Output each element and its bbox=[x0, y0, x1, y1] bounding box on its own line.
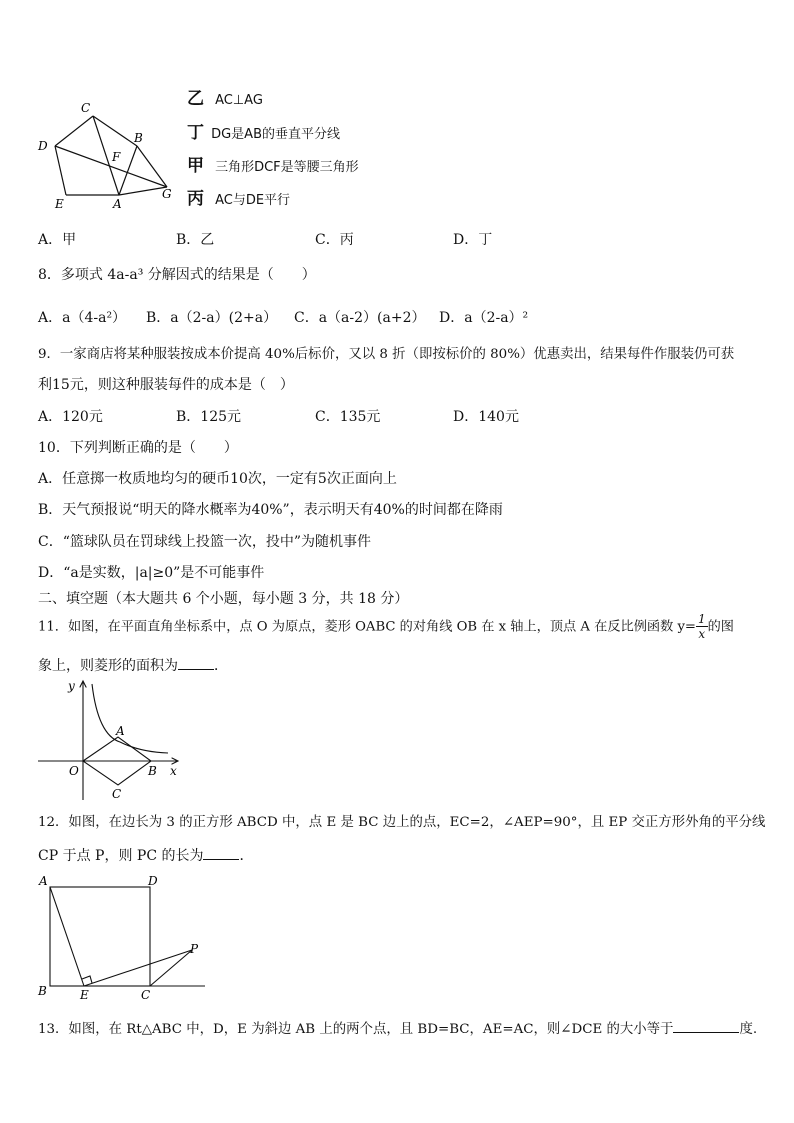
q9-stem-line2: 利15元，则这种服装每件的成本是（ ） bbox=[38, 377, 294, 393]
statement-mark: 丙 bbox=[187, 189, 204, 209]
fig7-label-a: A bbox=[113, 197, 122, 211]
fig7-label-g: G bbox=[162, 187, 172, 201]
q10-option-d: D．“a是实数，|a|≥0”是不可能事件 bbox=[38, 565, 265, 581]
statement-mark: 甲 bbox=[187, 156, 204, 176]
q8-stem: 8．多项式 4a-a³ 分解因式的结果是（ ） bbox=[38, 267, 316, 283]
q7-option-b: B．乙 bbox=[176, 232, 215, 248]
q8-option-b: B．a（2-a）(2+a） bbox=[146, 310, 278, 326]
fig11-label-a: A bbox=[116, 724, 125, 738]
q13-stem bbox=[38, 1018, 757, 1037]
fig11-label-x: x bbox=[170, 764, 177, 778]
fig7-statement bbox=[187, 151, 359, 176]
fig7-label-d: D bbox=[38, 139, 48, 153]
answer-blank[interactable] bbox=[203, 858, 239, 860]
fig7-label-c: C bbox=[81, 101, 91, 115]
fig12-label-b: B bbox=[38, 984, 47, 998]
q9-option-b: B．125元 bbox=[176, 409, 242, 425]
fig11-label-y: y bbox=[68, 679, 75, 693]
q13-text: 13．如图，在 Rt△ABC 中，D，E 为斜边 AB 上的两个点，且 BD=BC，AE=AC，则∠DCE 的大小等于 bbox=[38, 1022, 674, 1037]
q11-text: 象上，则菱形的面积为 bbox=[38, 658, 178, 674]
fig7-label-f: F bbox=[112, 150, 121, 164]
q12-text-tail: ． bbox=[239, 848, 254, 864]
fig11-label-o: O bbox=[69, 764, 79, 778]
answer-blank[interactable] bbox=[178, 668, 214, 670]
section-heading: 二、填空题（本大题共 6 个小题，每小题 3 分，共 18 分） bbox=[38, 591, 409, 607]
fig7-label-e: E bbox=[55, 197, 64, 211]
fig11-label-c: C bbox=[112, 787, 122, 801]
q10-option-c: C．“篮球队员在罚球线上投篮一次，投中”为随机事件 bbox=[38, 534, 372, 550]
q13-text-tail: 度. bbox=[739, 1022, 758, 1037]
q8-option-a: A．a（4-a²） bbox=[38, 310, 127, 326]
q8-option-d: D．a（2-a）² bbox=[439, 310, 529, 326]
fig7-statement bbox=[187, 118, 340, 143]
fig12-label-d: D bbox=[148, 874, 158, 888]
fig7-statement bbox=[187, 184, 290, 209]
statement-text: DG是AB的垂直平分线 bbox=[211, 127, 340, 142]
statement-text: AC与DE平行 bbox=[215, 193, 291, 208]
q7-figure bbox=[30, 95, 190, 215]
q9-option-c: C．135元 bbox=[315, 409, 381, 425]
q8-option-c: C．a（a-2）(a+2） bbox=[294, 310, 426, 326]
statement-text: AC⊥AG bbox=[215, 93, 263, 108]
q10-option-b: B．天气预报说“明天的降水概率为40%”，表示明天有40%的时间都在降雨 bbox=[38, 502, 503, 518]
fig7-statement bbox=[187, 84, 263, 109]
q12-text: CP 于点 P，则 PC 的长为 bbox=[38, 848, 204, 864]
fraction-numerator: 1 bbox=[697, 612, 706, 626]
q7-option-c: C．丙 bbox=[315, 232, 354, 248]
q10-option-a: A．任意掷一枚质地均匀的硬币10次，一定有5次正面向上 bbox=[38, 471, 397, 487]
q7-option-a: A．甲 bbox=[38, 232, 77, 248]
q11-figure bbox=[34, 676, 184, 802]
statement-mark: 丁 bbox=[187, 123, 204, 143]
fraction-denominator: x bbox=[698, 627, 706, 641]
fig12-label-a: A bbox=[39, 874, 48, 888]
q7-option-d: D．丁 bbox=[453, 232, 493, 248]
fig12-label-c: C bbox=[141, 988, 151, 1002]
q9-stem-line1: 9．一家商店将某种服装按成本价提高 40%后标价，又以 8 折（即按标价的 80%）优惠卖出，结果每件作服装仍可获 bbox=[38, 347, 735, 362]
statement-text: 三角形DCF是等腰三角形 bbox=[215, 160, 359, 175]
q12-figure bbox=[34, 870, 209, 1002]
q11-stem-line2 bbox=[38, 655, 228, 675]
fig12-label-e: E bbox=[80, 988, 89, 1002]
q11-text: 11．如图，在平面直角坐标系中，点 O 为原点，菱形 OABC 的对角线 OB 在 x 轴上，顶点 A 在反比例函数 y= bbox=[38, 619, 696, 635]
q10-stem: 10．下列判断正确的是（ ） bbox=[38, 440, 238, 456]
q11-text-tail: ． bbox=[214, 658, 228, 674]
statement-mark: 乙 bbox=[187, 89, 204, 109]
fig7-label-b: B bbox=[134, 131, 143, 145]
q9-option-a: A．120元 bbox=[38, 409, 103, 425]
fig12-label-p: P bbox=[190, 942, 199, 956]
q12-stem-line2 bbox=[38, 845, 253, 865]
q9-option-d: D．140元 bbox=[453, 409, 519, 425]
fig11-label-b: B bbox=[148, 764, 157, 778]
fraction bbox=[696, 612, 708, 641]
answer-blank[interactable] bbox=[673, 1031, 739, 1033]
q11-stem-line1 bbox=[38, 612, 734, 641]
q12-stem-line1: 12．如图，在边长为 3 的正方形 ABCD 中，点 E 是 BC 边上的点，EC=2，∠AEP=90°，且 EP 交正方形外角的平分线 bbox=[38, 815, 766, 830]
q11-text-tail: 的图 bbox=[707, 619, 734, 635]
